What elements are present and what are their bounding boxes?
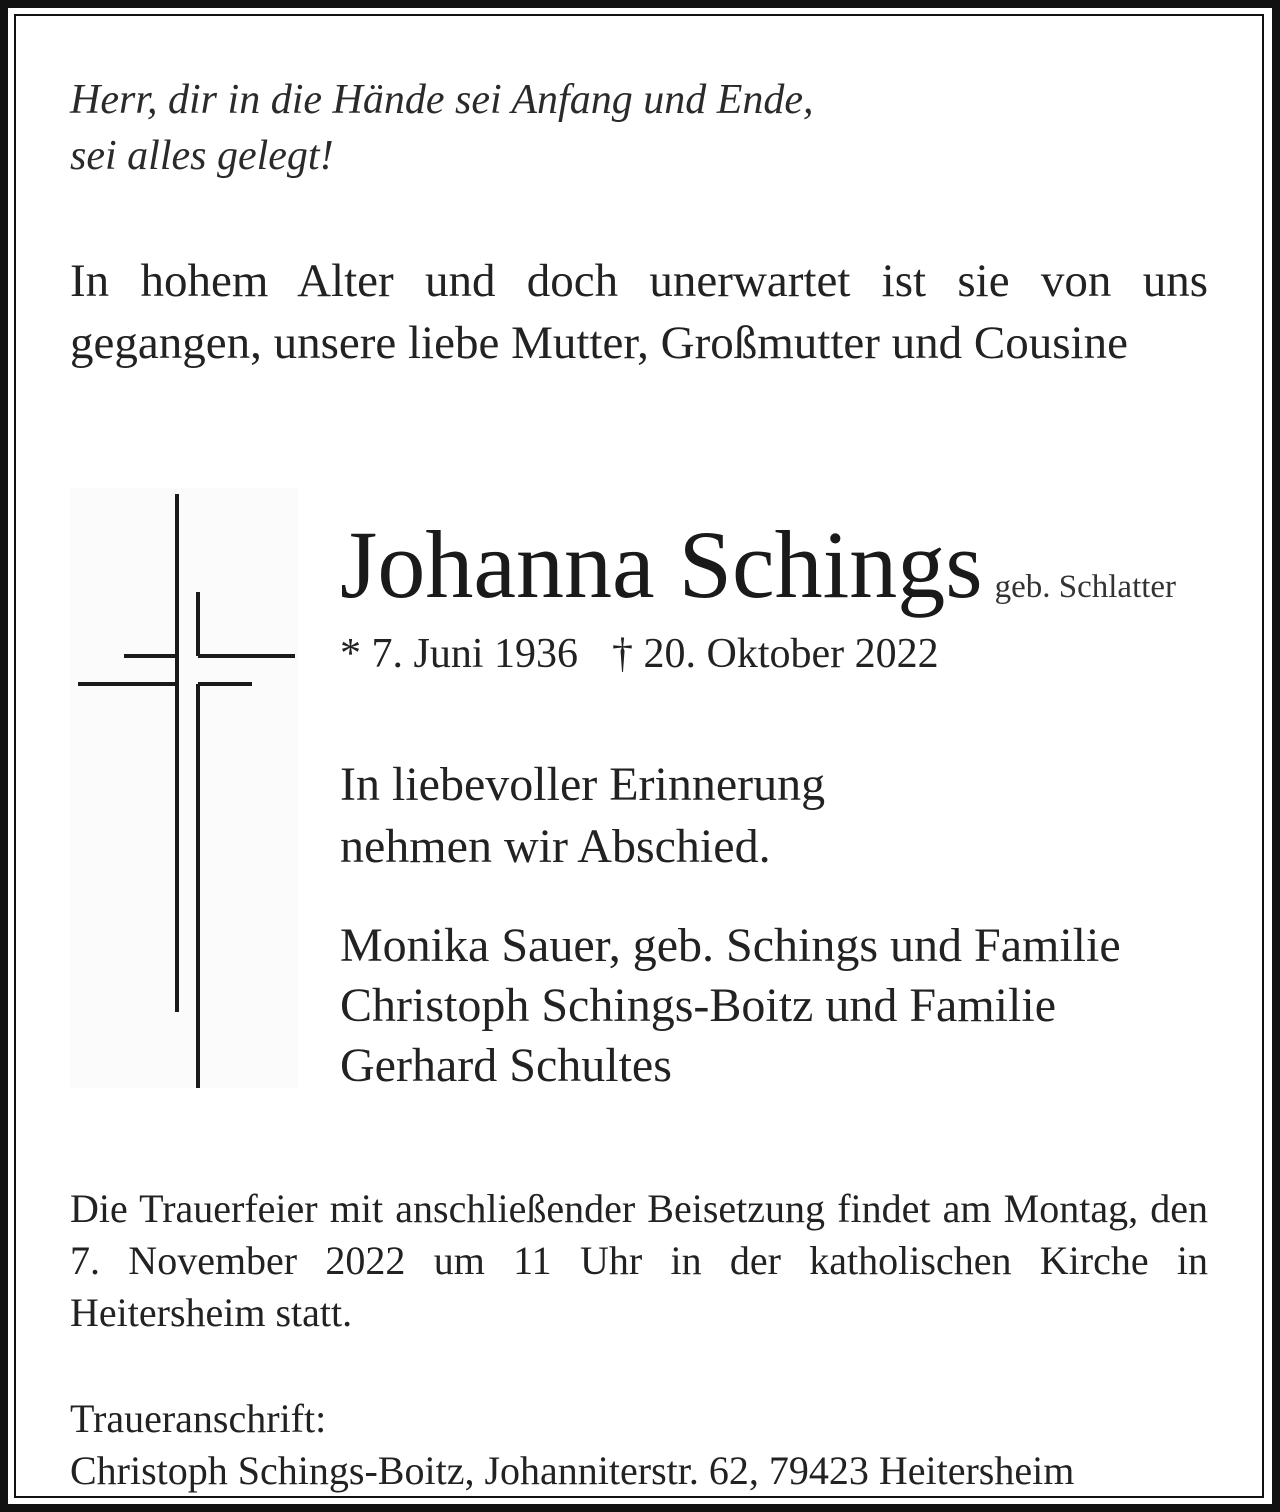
birth-date: * 7. Juni 1936 (340, 631, 579, 677)
intro-text: In hohem Alter und doch unerwartet ist sie von uns gegangen, unsere liebe Mutter, Großmutter und Cousine (70, 255, 1208, 369)
bible-verse (70, 72, 1070, 184)
life-dates (340, 626, 939, 682)
funeral-announcement: Die Trauerfeier mit anschließender Beisetzung findet am Montag, den 7. November 2022 um 11 Uhr in der katholischen Kirche in Heitersheim statt. (70, 1186, 1208, 1335)
deceased-name-line (340, 510, 1176, 620)
farewell-line-2: nehmen wir Abschied. (340, 820, 771, 873)
mourner-item: Monika Sauer, geb. Schings und Familie (340, 919, 1121, 972)
death-date: † 20. Oktober 2022 (612, 631, 939, 677)
maiden-name: geb. Schlatter (994, 569, 1177, 605)
farewell-line-1: In liebevoller Erinnerung (340, 758, 826, 811)
deceased-name: Johanna Schings (340, 511, 983, 618)
bible-verse-line-1: Herr, dir in die Hände sei Anfang und Ende, (70, 77, 814, 123)
cross-icon (70, 488, 298, 1088)
mourner-item: Christoph Schings-Boitz und Familie (340, 979, 1056, 1032)
mourners-list (340, 916, 1121, 1096)
mourning-address-line: Christoph Schings-Boitz, Johanniterstr. 62, 79423 Heitersheim (70, 1448, 1075, 1493)
cross-panel (70, 488, 298, 1088)
mourning-address (70, 1393, 1074, 1497)
mourning-address-label: Traueranschrift: (70, 1396, 327, 1441)
farewell-text (340, 754, 825, 878)
bible-verse-line-2: sei alles gelegt! (70, 133, 334, 179)
mourner-item: Gerhard Schultes (340, 1039, 672, 1092)
